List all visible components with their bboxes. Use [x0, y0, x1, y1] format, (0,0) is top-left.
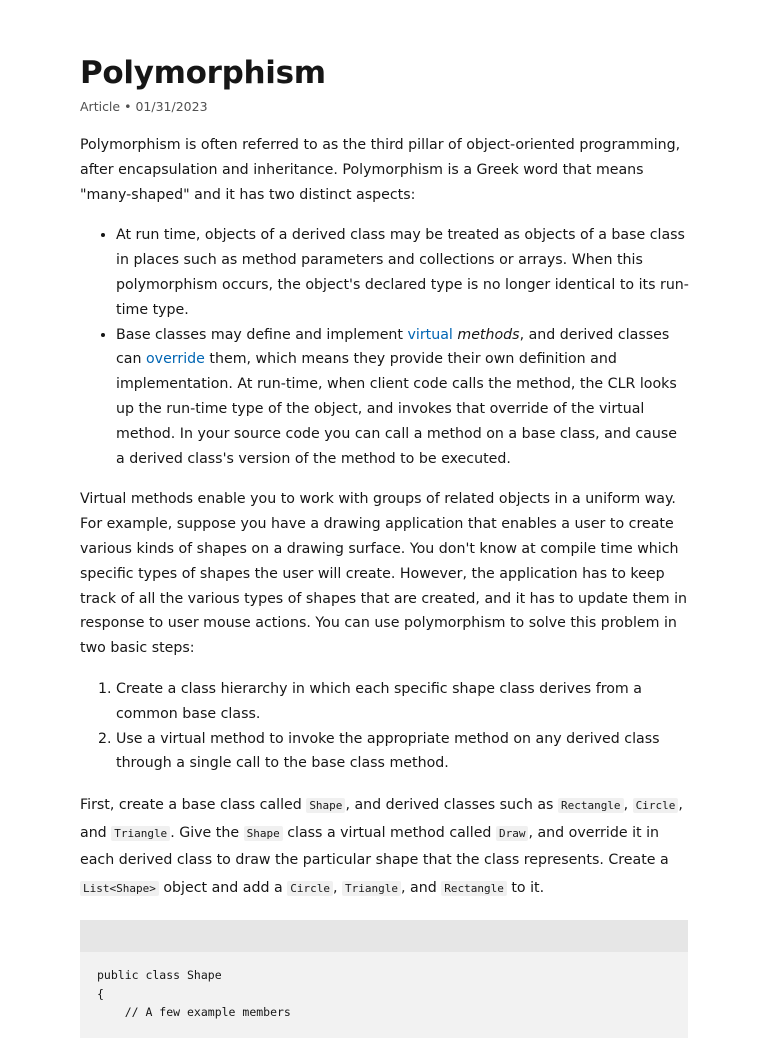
text-span: , and [401, 879, 442, 896]
inline-code: Rectangle [558, 798, 624, 813]
inline-code: Triangle [111, 826, 170, 841]
inline-code: Shape [244, 826, 283, 841]
text-span: object and add a [158, 879, 288, 896]
text-span: Base classes may define and implement [116, 326, 408, 343]
list-item: • At run time, objects of a derived class may be treated as objects of a base class in places such as method parameters and collections or arrays. When this polymorphism occurs, the object's declared type is no longer identical to its run-time type. [116, 223, 690, 322]
virtual-methods-paragraph: Virtual methods enable you to work with groups of related objects in a uniform way. For example, suppose you have a drawing application that enables a user to create various kinds of shapes on a drawing surface. You don't know at compile time which specific types of shapes the user will create. However, the application has to keep track of all the various types of shapes that are created, and it has to update them in response to user mouse actions. You can use polymorphism to solve this problem in two basic steps: [80, 491, 688, 657]
text-span: . Give the [170, 824, 244, 841]
text-span: to it. [506, 879, 545, 896]
text-span: , and derived classes can [116, 326, 670, 368]
article-date: 01/31/2023 [135, 99, 208, 114]
text-span: , and [80, 797, 683, 841]
inline-code: Circle [287, 881, 333, 896]
article-content [80, 52, 690, 1038]
text-span: class a virtual method called [282, 824, 496, 841]
aspects-list [80, 223, 690, 471]
article-meta [80, 98, 690, 116]
methods-emphasis: methods [457, 326, 520, 343]
text-span: , and override it in each derived class to draw the particular shape that the class represents. Create a [80, 824, 669, 869]
code-block-header [80, 920, 688, 952]
code-block [80, 920, 688, 1038]
list-item: 2. Use a virtual method to invoke the appropriate method on any derived class through a single call to the base class method. [116, 727, 690, 777]
virtual-link[interactable]: virtual [407, 326, 453, 343]
text-span: , [623, 797, 633, 814]
shape-classes-paragraph [80, 792, 690, 902]
text-span: , and derived classes such as [345, 797, 558, 814]
list-item [116, 323, 690, 472]
inline-code: List<Shape> [80, 881, 159, 896]
text-span: First, create a base class called [80, 797, 307, 814]
inline-code: Draw [496, 826, 529, 841]
code-sample: public class Shape { // A few example members [97, 968, 291, 1020]
list-item: 1. Create a class hierarchy in which each specific shape class derives from a common base class. [116, 677, 690, 727]
text-span: them, which means they provide their own definition and implementation. At run-time, when client code calls the method, the CLR looks up the run-time type of the object, and invokes that override of the virtual method. In your source code you can call a method on a base class, and cause a derived class's version of the method to be executed. [116, 351, 677, 467]
meta-separator: • [124, 99, 132, 114]
inline-code: Rectangle [441, 881, 507, 896]
article-type: Article [80, 99, 121, 114]
intro-paragraph: Polymorphism is often referred to as the third pillar of object-oriented programming, after encapsulation and inheritance. Polymorphism is a Greek word that means "many-shaped" and it has two distinct aspects: [80, 137, 681, 203]
inline-code: Circle [633, 798, 679, 813]
code-block-body[interactable] [80, 952, 688, 1038]
text-span: , [332, 879, 343, 896]
inline-code: Shape [306, 798, 345, 813]
inline-code: Triangle [342, 881, 401, 896]
page-title: Polymorphism [80, 55, 326, 91]
override-link[interactable]: override [146, 351, 205, 368]
steps-list [80, 677, 690, 776]
